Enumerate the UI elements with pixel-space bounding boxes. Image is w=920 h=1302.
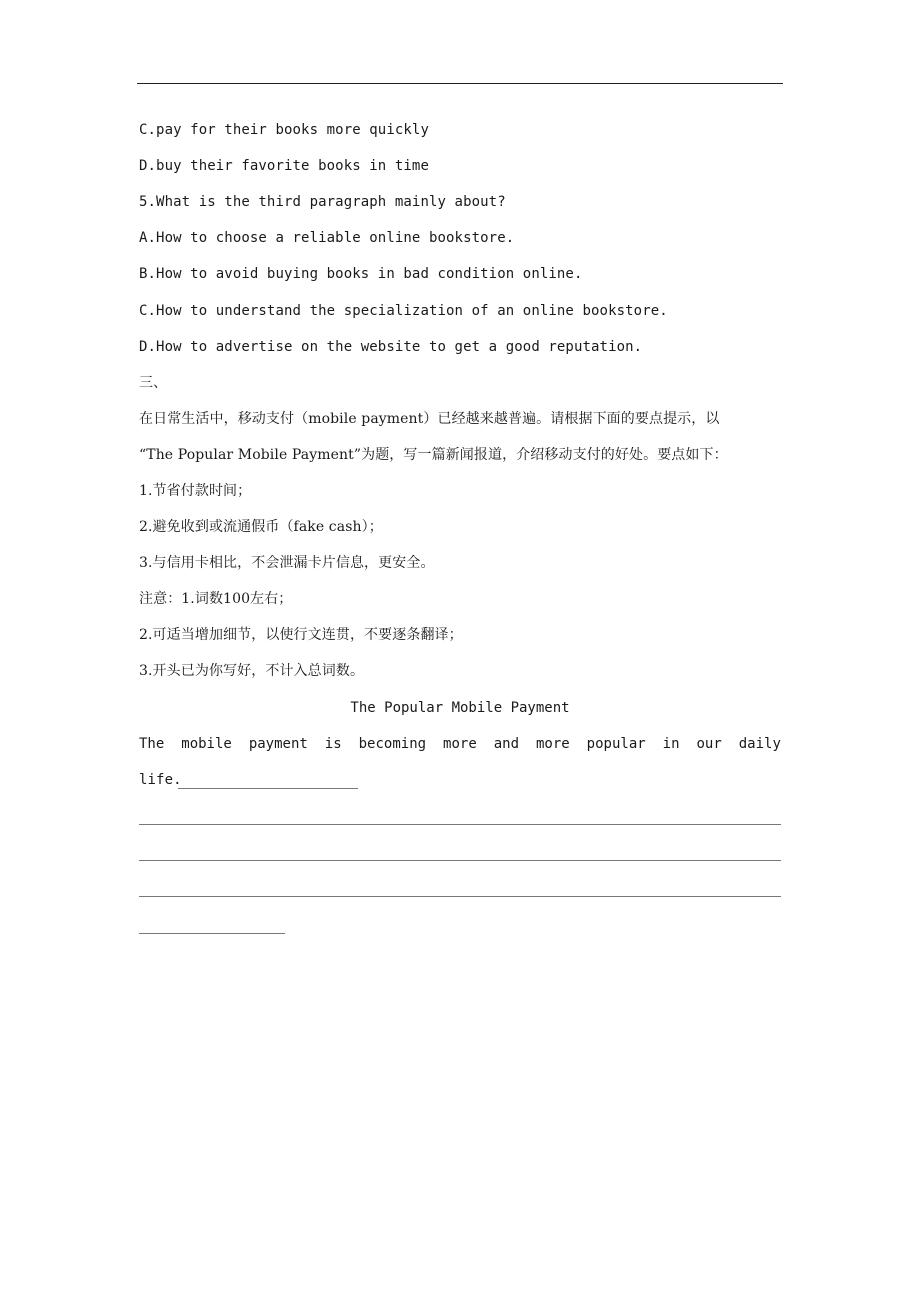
opening-word: more (443, 736, 477, 752)
section-heading: 三、 (139, 375, 168, 391)
opening-word: in (662, 736, 680, 752)
point-3: 3.与信用卡相比，不会泄漏卡片信息，更安全。 (139, 555, 435, 571)
opening-word: mobile (181, 736, 232, 752)
option-5b: B.How to avoid buying books in bad condition online. (139, 266, 583, 282)
opening-word: becoming (358, 736, 427, 752)
option-5a: A.How to choose a reliable online bookstore. (139, 230, 515, 246)
opening-word: popular (586, 736, 646, 752)
writing-line-1[interactable] (139, 824, 781, 825)
header-rule (137, 83, 783, 84)
option-4d: D.buy their favorite books in time (139, 158, 429, 174)
question-5-stem: 5.What is the third paragraph mainly about? (139, 194, 506, 210)
option-4c: C.pay for their books more quickly (139, 122, 429, 138)
opening-word: The (139, 736, 165, 752)
opening-word: more (535, 736, 570, 752)
essay-opening-end: life. (139, 772, 182, 788)
point-1: 1.节省付款时间； (139, 483, 252, 499)
point-2: 2.避免收到或流通假币（fake cash）； (139, 519, 383, 535)
prompt-line-1: 在日常生活中，移动支付（mobile payment）已经越来越普遍。请根据下面的要点提示，以 (139, 411, 720, 427)
opening-word: and (493, 736, 520, 752)
essay-title: The Popular Mobile Payment (350, 700, 570, 716)
option-5c: C.How to understand the specialization of an online bookstore. (139, 303, 668, 319)
note-1: 注意：1.词数100左右； (139, 591, 293, 607)
writing-line-2[interactable] (139, 860, 781, 861)
writing-line-4[interactable] (139, 933, 285, 934)
option-5d: D.How to advertise on the website to get a good reputation. (139, 339, 643, 355)
opening-word: is (324, 736, 342, 752)
opening-word: daily (738, 736, 781, 752)
writing-line-3[interactable] (139, 896, 781, 897)
opening-word: our (696, 736, 722, 752)
note-2: 2.可适当增加细节，以使行文连贯，不要逐条翻译； (139, 627, 463, 643)
note-3: 3.开头已为你写好，不计入总词数。 (139, 663, 365, 679)
prompt-line-2: “The Popular Mobile Payment”为题，写一篇新闻报道，介绍移动支付的好处。要点如下： (139, 447, 728, 463)
writing-blank-1[interactable] (178, 788, 358, 789)
opening-word: payment (248, 736, 308, 752)
essay-opening-line (139, 734, 781, 754)
